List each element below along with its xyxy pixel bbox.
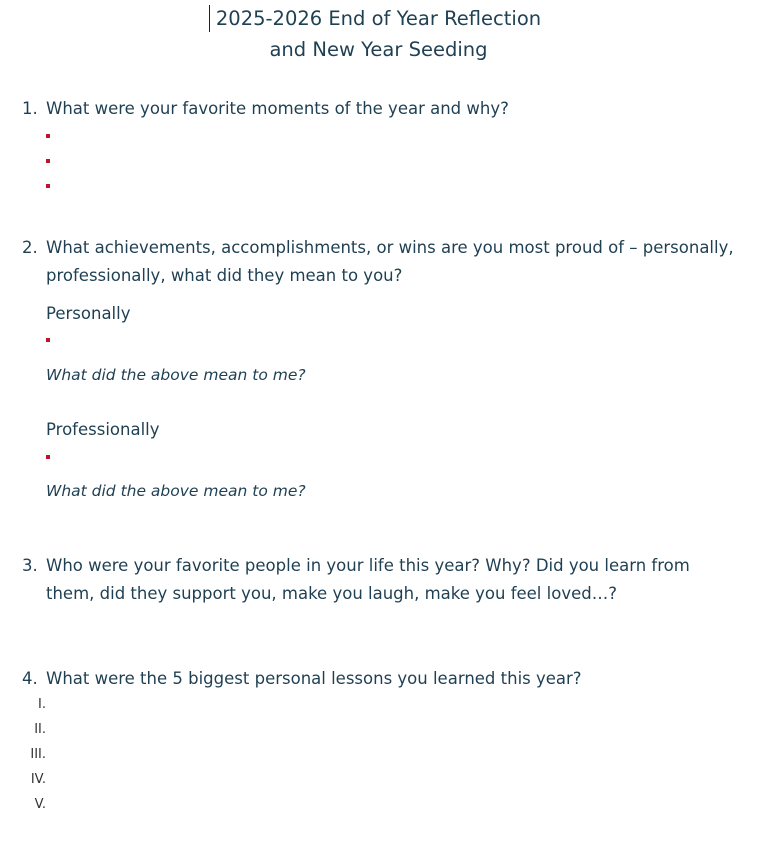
bullet-point (46, 184, 50, 188)
personally-label: Personally (46, 304, 131, 323)
bullet-point (46, 338, 50, 342)
document-title-line1: 2025-2026 End of Year Reflection (215, 7, 542, 30)
roman-numeral-item: I. (38, 697, 46, 712)
professionally-prompt: What did the above mean to me? (46, 482, 306, 500)
question-text: What were your favorite moments of the year and why? (46, 99, 509, 118)
bullet-point (46, 159, 50, 163)
question-text: What achievements, accomplishments, or wins are you most proud of – personally, professionally, what did they mean to you? (46, 238, 734, 285)
question-number: 1. (22, 99, 38, 118)
question-number: 2. (22, 238, 38, 257)
personally-prompt: What did the above mean to me? (46, 366, 306, 384)
question-number: 4. (22, 669, 38, 688)
professionally-label: Professionally (46, 420, 160, 439)
roman-numeral-item: II. (34, 722, 46, 737)
question-number: 3. (22, 556, 38, 575)
bullet-point (46, 134, 50, 138)
bullet-point (46, 455, 50, 459)
document-title-line2: and New Year Seeding (269, 38, 488, 61)
roman-numeral-item: IV. (30, 772, 46, 787)
question-text: What were the 5 biggest personal lessons you learned this year? (46, 669, 582, 688)
question-text: Who were your favorite people in your life this year? Why? Did you learn from them, did they support you, make you laugh, make you feel loved…? (46, 556, 690, 603)
roman-numeral-item: III. (30, 747, 46, 762)
roman-numeral-item: V. (34, 797, 46, 812)
